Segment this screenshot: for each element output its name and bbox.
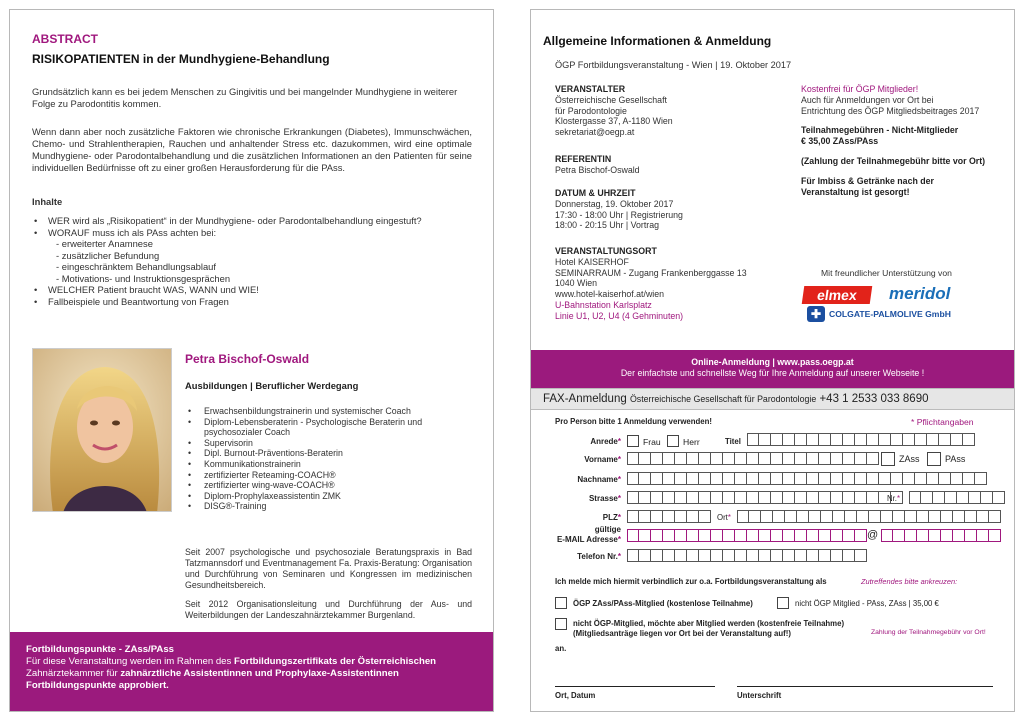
zip-label: PLZ* (602, 513, 621, 522)
cv-heading: Ausbildungen | Beruflicher Werdegang (185, 380, 359, 391)
event-subtitle: ÖGP Fortbildungsveranstaltung - Wien | 19. Oktober 2017 (555, 60, 792, 70)
date-line: 18:00 - 20:15 Uhr | Vortrag (555, 220, 659, 231)
speaker-heading: REFERENTIN (555, 154, 612, 164)
pass-label: PAss (945, 454, 966, 464)
signature-line[interactable] (737, 686, 993, 687)
venue-line: Hotel KAISERHOF (555, 256, 629, 267)
catering-line: Für Imbiss & Getränke nach der (801, 175, 934, 186)
house-number-field[interactable] (909, 491, 1005, 504)
first-name-label-text: Vorname (584, 455, 618, 464)
required-note: * Pflichtangaben (911, 417, 974, 427)
topic-item: • WORAUF muss ich als PAss achten bei: (48, 227, 468, 239)
speaker-name: Petra Bischof-Oswald (185, 352, 310, 366)
speaker-block (555, 154, 640, 176)
cpd-text-part: Für diese Veranstaltung werden im Rahmen des (26, 656, 234, 667)
date-block (555, 188, 683, 231)
venue-heading: VERANSTALTUNGSORT (555, 246, 657, 256)
salutation-label: Anrede* (590, 437, 621, 446)
organizer-line: Klostergasse 37, A-1180 Wien (555, 116, 673, 127)
cv-item: • Dipl. Burnout-Präventions-Beraterin (204, 448, 474, 459)
sponsor-logos (799, 284, 999, 324)
organizer-block (555, 84, 673, 138)
cv-list (204, 406, 474, 512)
organizer-heading: VERANSTALTER (555, 84, 626, 94)
city-label-text: Ort (717, 513, 728, 522)
option-member-label: ÖGP ZAss/PAss-Mitglied (kostenlose Teilnahme) (573, 599, 753, 608)
speaker-photo (32, 348, 172, 512)
venue-line: SEMINARRAUM - Zugang Frankenberggasse 13 (555, 267, 747, 278)
phone-label-text: Telefon Nr. (577, 552, 618, 561)
speaker-line: Petra Bischof-Oswald (555, 164, 640, 175)
online-registration-banner[interactable] (531, 350, 1014, 390)
option-member-checkbox[interactable] (555, 597, 567, 609)
topic-item: • Fallbeispiele und Beantwortung von Fragen (48, 296, 468, 308)
street-label: Strasse* (588, 494, 621, 503)
email-label-line: E-MAIL Adresse (556, 534, 618, 544)
abstract-label: ABSTRACT (32, 32, 98, 46)
zass-label: ZAss (899, 454, 920, 464)
venue-transit: U-Bahnstation Karlsplatz (555, 299, 652, 310)
cv-item: • Diplom-Prophylaxeassistentin ZMK (204, 491, 474, 502)
catering-line: Veranstaltung ist gesorgt! (801, 186, 910, 197)
venue-line: 1040 Wien (555, 278, 598, 289)
free-members-line: Entrichtung des ÖGP Mitgliedsbeitrages 2017 (801, 105, 980, 116)
talk-title: RISIKOPATIENTEN in der Mundhygiene-Behandlung (32, 52, 330, 66)
last-name-field[interactable] (627, 472, 987, 485)
option-become-member-label (573, 619, 844, 638)
cv-item: • DISG®-Training (204, 501, 474, 512)
career-paragraph-2012: Seit 2012 Organisationsleitung und Durchführung der Aus- und Weiterbildungen der Landeszahnärztekammer Burgenland. (185, 599, 472, 620)
topic-subitem: - Motivations- und Instruktionsgesprächen (56, 272, 231, 284)
topics-list (48, 215, 468, 307)
email-label-line: gültige (594, 525, 621, 534)
house-number-label: Nr.* (887, 494, 901, 503)
intro-paragraph: Grundsätzlich kann es bei jedem Menschen zu Gingivitis und bei mangelnder Mundhygiene in weiterer Folge zu Parodontitis kommen. (32, 86, 458, 109)
cpd-text-bold: zahnärztliche Assistentinnen und Prophylaxe-Assistentinnen (120, 668, 399, 679)
organizer-line: für Parodontologie (555, 105, 627, 116)
date-line: 17:30 - 18:00 Uhr | Registrierung (555, 209, 683, 220)
contents-heading: Inhalte (32, 196, 63, 207)
salutation-herr-label: Herr (683, 437, 700, 447)
option-nonmember-label: nicht ÖGP Mitglied - PAss, ZAss | 35,00 € (795, 599, 939, 608)
salutation-herr-checkbox[interactable] (667, 435, 679, 447)
option-become-member-checkbox[interactable] (555, 618, 567, 630)
career-paragraph-2007: Seit 2007 psychologische und psychosoziale Beratungspraxis in Bad Tatzmannsdorf und Eventmanagement Fa. Praxis-Beratung: Organisation und Durchführung von Seminaren und Kongressen im medizinischen Gesundheitsbereich. (185, 547, 472, 590)
right-page (530, 9, 1015, 712)
cpd-text-bold: Fortbildungszertifikats der Österreichischen (233, 656, 437, 667)
per-person-note: Pro Person bitte 1 Anmeldung verwenden! (555, 417, 712, 426)
house-number-label-text: Nr. (887, 494, 897, 503)
free-members-heading: Kostenfrei für ÖGP Mitglieder! (801, 84, 919, 94)
free-members-line: Auch für Anmeldungen vor Ort bei (801, 94, 934, 105)
cv-item: • Supervisorin (204, 438, 474, 449)
option-nonmember-checkbox[interactable] (777, 597, 789, 609)
fee-line: Teilnahmegebühren - Nicht-Mitglieder (801, 125, 959, 136)
topic-subitem: - erweiterter Anamnese (56, 238, 153, 249)
option-become-member-line: nicht ÖGP-Mitglied, möchte aber Mitglied werden (kostenfreie Teilnahme) (573, 619, 845, 628)
info-title: Allgemeine Informationen & Anmeldung (543, 34, 772, 48)
email-local-field[interactable] (627, 529, 867, 542)
fee-note: (Zahlung der Teilnahmegebühr bitte vor Ort) (801, 155, 986, 166)
street-label-text: Strasse (588, 494, 618, 503)
cpd-approved: Fortbildungspunkte approbiert. (26, 680, 169, 691)
organizer-line: sekretariat@oegp.at (555, 127, 635, 138)
topic-subitem: - eingeschränktem Behandlungsablauf (56, 261, 217, 272)
venue-website[interactable]: www.hotel-kaiserhof.at/wien (555, 289, 665, 300)
topic-item: • WER wird als „Risikopatient“ in der Mundhygiene- oder Parodontalbehandlung eingestuft? (48, 215, 468, 227)
date-line: Donnerstag, 19. Oktober 2017 (555, 198, 674, 209)
cv-item: • Kommunikationstrainerin (204, 459, 474, 470)
zip-label-text: PLZ (602, 513, 618, 522)
colgate-icon: ✚ (807, 306, 825, 322)
online-registration-link[interactable]: Online-Anmeldung | www.pass.oegp.at (691, 357, 854, 367)
option-become-member-line: (Mitgliedsanträge liegen vor Ort bei der Veranstaltung auf!) (573, 628, 791, 638)
venue-block (555, 246, 747, 322)
topic-subitem: - zusätzlicher Befundung (56, 249, 160, 261)
phone-label: Telefon Nr.* (577, 552, 621, 561)
first-name-label: Vorname* (584, 455, 621, 464)
place-date-line[interactable] (555, 686, 715, 687)
title-field[interactable] (747, 433, 975, 446)
street-field[interactable] (627, 491, 903, 504)
left-page (9, 9, 494, 712)
fax-number: +43 1 2533 033 8690 (819, 393, 929, 405)
tick-note: Zutreffendes bitte ankreuzen: (861, 577, 958, 586)
fee-line: € 35,00 ZAss/PAss (801, 136, 879, 147)
registration-an: an. (555, 644, 567, 653)
signature-label: Unterschrift (737, 691, 782, 700)
salutation-label-text: Anrede (590, 437, 618, 446)
place-date-label: Ort, Datum (555, 691, 596, 700)
cpd-text-part: Zahnärztekammer für (26, 668, 121, 679)
last-name-label-text: Nachname (577, 475, 618, 484)
fees-block (801, 84, 1006, 197)
cv-item: • zertifizierter Reteaming-COACH® (204, 470, 474, 481)
salutation-frau-checkbox[interactable] (627, 435, 639, 447)
venue-transit: Linie U1, U2, U4 (4 Gehminuten) (555, 310, 684, 321)
date-heading: DATUM & UHRZEIT (555, 188, 636, 198)
first-name-field[interactable] (627, 452, 879, 465)
last-name-label: Nachname* (577, 475, 621, 484)
email-at-sign: @ (867, 529, 879, 541)
email-label: gültige E-MAIL Adresse* (541, 525, 621, 544)
cpd-text (26, 668, 477, 680)
salutation-frau-label: Frau (643, 437, 661, 447)
online-registration-hint: Der einfachste und schnellste Weg für Ihre Anmeldung auf unserer Webseite ! (620, 368, 925, 378)
factors-paragraph: Wenn dann aber noch zusätzliche Faktoren wie chronische Erkrankungen (Diabetes), Immunschwächen, Chemo- und Strahlentherapien, Rauchen und anhaltender Stress etc. dazukommen, wird eine optimale Mundhygiene- oder Parodontalbehandlung und die zusätzlichen Informationen an den Patienten für seine individuellen Bedürfnisse oft zu einer großen Herausforderung für die PAss. (32, 126, 472, 173)
city-label: Ort* (717, 513, 731, 522)
pass-checkbox[interactable] (927, 452, 941, 466)
elmex-logo: elmex (802, 286, 873, 304)
cpd-text (26, 656, 477, 668)
cv-item: • zertifizierter wing-wave-COACH® (204, 480, 474, 491)
meridol-logo: meridol (889, 284, 951, 303)
city-field[interactable] (737, 510, 1001, 523)
cv-item: • Erwachsenbildungstrainerin und systemischer Coach (204, 406, 474, 417)
fax-label: FAX-Anmeldung (543, 393, 627, 405)
organizer-line: Österreichische Gesellschaft (555, 94, 667, 105)
topic-item: • WELCHER Patient braucht WAS, WANN und WIE! (48, 284, 468, 296)
sponsor-label: Mit freundlicher Unterstützung von (821, 268, 952, 278)
cpd-points-banner (10, 632, 493, 712)
colgate-logo: COLGATE-PALMOLIVE GmbH (829, 309, 951, 319)
phone-field[interactable] (627, 549, 867, 562)
onsite-payment-note: Zahlung der Teilnahmegebühr vor Ort! (871, 629, 986, 636)
fax-org: Österreichische Gesellschaft für Parodontologie (629, 394, 817, 404)
email-domain-field[interactable] (881, 529, 1001, 542)
cv-item: • Diplom-Lebensberaterin - Psychologische Beraterin und psychosozialer Coach (204, 417, 474, 438)
title-label: Titel (725, 437, 741, 446)
zip-field[interactable] (627, 510, 711, 523)
fax-header (531, 388, 1014, 410)
cpd-title: Fortbildungspunkte - ZAss/PAss (26, 644, 174, 655)
binding-statement: Ich melde mich hiermit verbindlich zur o.a. Fortbildungsveranstaltung als (555, 577, 827, 586)
zass-checkbox[interactable] (881, 452, 895, 466)
